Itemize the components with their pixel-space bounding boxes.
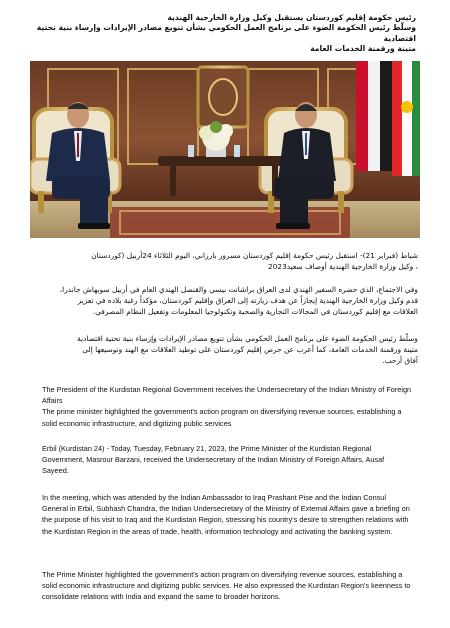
arabic-paragraph-1 [30, 250, 418, 272]
english-headline [42, 384, 412, 429]
arabic-title-line: رئيس حكومة إقليم كوردستان يستقبل وكيل وزارة الخارجية الهندية [167, 13, 416, 22]
english-title: The President of the Kurdistan Regional Government receives the Undersecretary of the Indian Ministry of Foreign Affairs [42, 385, 412, 406]
english-subtitle: The prime minister highlighted the government's action program on diversifying revenue sources, establishing a solid economic infrastructure, and digitizing public services [42, 407, 402, 428]
arabic-line: آفاق أرحب. [382, 356, 418, 365]
arabic-line: العلاقات مع إقليم كوردستان في المجالات التجارية والصحية وتكنولوجيا المعلومات وتفعيل النظام المصرفي. [92, 307, 418, 316]
english-paragraph-text: Erbil (Kurdistan 24) - Today, Tuesday, February 21, 2023, the Prime Minister of the Kurdistan Regional Government, Masrour Barzani, received the Undersecretary of the Indian Ministry of Foreign Affairs, Ausaf Sayeed. [42, 444, 385, 476]
arabic-line: وفي الاجتماع، الذي حضره السفير الهندي لدى العراق براشانت بيسي والقنصل الهندي العام في أربيل سوبهاش جاندرا، [59, 285, 418, 294]
english-paragraph-text: The Prime Minister highlighted the government's action program on diversifying revenue sources, establishing a solid economic infrastructure and digitizing public services. He also expressed the Kurdistan Region's keenness to consolidate relations with India and expand the same to broader horizons. [42, 570, 411, 602]
arabic-paragraph-3 [30, 333, 418, 366]
arabic-headline [34, 13, 416, 55]
arabic-title-line: متينة ورقمنة الخدمات العامة [310, 44, 416, 54]
english-paragraph-2 [42, 492, 412, 537]
arabic-line: ، وكيل وزارة الخارجية الهندية أوصاف سعيد2023 [267, 262, 418, 271]
arabic-line: متينة ورقمنة الخدمات العامة، كما أعرب عن حرص إقليم كوردستان على توطيد العلاقات مع الهند وتوسيعها إلى [82, 345, 418, 354]
arabic-line: شباط (فبراير 21)- استقبل رئيس حكومة إقليم كوردستان مسرور بارزاني، اليوم الثلاثاء 24أربيل (كوردستان [91, 251, 418, 260]
english-paragraph-text: In the meeting, which was attended by the Indian Ambassador to Iraq Prashant Pise and the Indian Consul General in Erbil, Subhash Chandra, the Indian Undersecretary of the Ministry of External Affairs gave a briefing on the purpose of his visit to Iraq and the Kurdistan Region, stressing his country's desire to strengthen relations with the Kurdistan Region in the areas of trade, health, information technology and activating the banking system. [42, 493, 410, 536]
arabic-paragraph-2 [30, 284, 418, 317]
english-paragraph-1 [42, 443, 412, 477]
meeting-photo [30, 61, 420, 238]
arabic-line: وسلّط رئيس الحكومة الضوء على برنامج العمل الحكومي بشأن تنويع مصادر الإيرادات وإرساء بنية تحتية اقتصادية [77, 334, 418, 343]
english-paragraph-3 [42, 569, 412, 603]
arabic-line: قدم وكيل وزارة الخارجية الهندية إيجازاً عن هدف زيارته إلى العراق وإقليم كوردستان، مؤكداً رغبة بلاده في تعزيز [77, 296, 418, 305]
arabic-title-line: وسلّط رئيس الحكومة الضوء على برنامج العمل الحكومي بشأن تنويع مصادر الإيرادات وإرساء بنية تحتية اقتصادية [36, 23, 416, 43]
